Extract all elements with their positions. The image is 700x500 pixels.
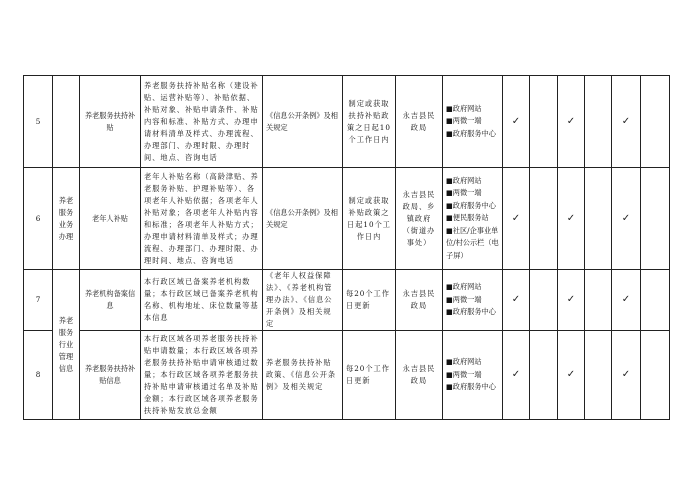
channel-item: ■政府服务中心 [446, 200, 496, 210]
item-cell: 养老机构备案信息 [80, 270, 141, 331]
table-row [24, 168, 670, 270]
check-mark: ✓ [612, 168, 641, 270]
content-cell: 本行政区域已备案养老机构数量；本行政区域已备案养老机构名称、机构地址、床位数量等基本信息 [141, 270, 263, 331]
timing-cell: 每20个工作日更新 [343, 331, 396, 420]
channels-cell [443, 331, 503, 420]
check-mark [641, 270, 670, 331]
check-mark: ✓ [503, 270, 530, 331]
check-mark: ✓ [558, 76, 585, 168]
disclosure-table [23, 75, 670, 420]
channel-item: ■政府网站 [446, 282, 482, 292]
basis-cell: 《信息公开条例》及相关规定 [263, 168, 343, 270]
check-mark [585, 168, 612, 270]
check-mark [530, 270, 558, 331]
channels-cell [443, 168, 503, 270]
check-mark: ✓ [558, 168, 585, 270]
channel-item: ■两微一端 [446, 188, 482, 198]
channels-cell [443, 76, 503, 168]
content-cell: 本行政区域各项养老服务扶持补贴申请数量；本行政区域各项养老服务扶持补贴申请审核通过数量；本行政区域各项养老服务扶持补贴申请审核通过名单及补贴金额；本行政区域各项养老服务扶持补贴发放总金额 [141, 331, 263, 420]
channel-item: ■政府服务中心 [446, 307, 496, 317]
channels-cell [443, 270, 503, 331]
row-number: 8 [24, 331, 53, 420]
check-mark [585, 76, 612, 168]
category-cell-empty [53, 76, 80, 168]
table-row [24, 270, 670, 331]
channel-item: ■社区/企事业单 [446, 225, 499, 235]
check-mark [530, 76, 558, 168]
basis-cell: 《老年人权益保障法》、《养老机构管理办法》、《信息公开条例》及相关规定 [263, 270, 343, 331]
channel-item: ■两微一端 [446, 116, 482, 126]
check-mark: ✓ [503, 331, 530, 420]
check-mark: ✓ [503, 76, 530, 168]
check-mark: ✓ [558, 331, 585, 420]
row-number: 7 [24, 270, 53, 331]
subject-cell: 永吉县民政局、乡镇政府（街道办事处） [396, 168, 443, 270]
channel-item: ■两微一端 [446, 294, 482, 304]
check-mark [530, 168, 558, 270]
check-mark [530, 331, 558, 420]
row-number: 6 [24, 168, 53, 270]
channel-item: ■政府网站 [446, 103, 482, 113]
check-mark: ✓ [503, 168, 530, 270]
item-cell: 养老服务扶持补贴信息 [80, 331, 141, 420]
channel-item: ■两微一端 [446, 369, 482, 379]
channel-item: ■便民服务站 [446, 213, 489, 223]
timing-cell: 每20个工作日更新 [343, 270, 396, 331]
table-row [24, 331, 670, 420]
channel-item: ■政府网站 [446, 175, 482, 185]
check-mark [585, 331, 612, 420]
channel-item: ■政府网站 [446, 357, 482, 367]
check-mark [641, 76, 670, 168]
check-mark: ✓ [558, 270, 585, 331]
channel-item: ■政府服务中心 [446, 128, 496, 138]
row-number: 5 [24, 76, 53, 168]
subject-cell: 永吉县民政局 [396, 76, 443, 168]
timing-cell: 制定或获取扶持补贴政策之日起10个工作日内 [343, 76, 396, 168]
subject-cell: 永吉县民政局 [396, 331, 443, 420]
table-row [24, 76, 670, 168]
content-cell: 老年人补贴名称（高龄津贴、养老服务补贴、护理补贴等）、各项老年人补贴依据；各项老年人补贴对象；各项老年人补贴内容和标准；各项老年人补贴方式；办理申请材料清单及样式；办理流程、办理部门、办理时限、办理时间、地点、咨询电话 [141, 168, 263, 270]
channel-item: ■政府服务中心 [446, 382, 496, 392]
channel-item: 子屏） [446, 250, 468, 260]
basis-cell: 《信息公开条例》及相关规定 [263, 76, 343, 168]
category-cell: 养老服务业务办理 [53, 168, 80, 270]
category-cell: 养老服务行业管理信息 [53, 270, 80, 420]
check-mark: ✓ [612, 76, 641, 168]
check-mark [641, 331, 670, 420]
content-cell: 养老服务扶持补贴名称（建设补贴、运营补贴等）、补贴依据、补贴对象、补贴申请条件、补贴内容和标准、补贴方式、办理申请材料清单及样式、办理流程、办理部门、办理时限、办理时间、地点、咨询电话 [141, 76, 263, 168]
item-cell: 老年人补贴 [80, 168, 141, 270]
check-mark: ✓ [612, 331, 641, 420]
subject-cell: 永吉县民政局 [396, 270, 443, 331]
check-mark [585, 270, 612, 331]
timing-cell: 制定或获取补贴政策之日起10个工作日内 [343, 168, 396, 270]
channel-item: 位/村公示栏（电 [446, 238, 499, 248]
item-cell: 养老服务扶持补贴 [80, 76, 141, 168]
check-mark: ✓ [612, 270, 641, 331]
basis-cell: 养老服务扶持补贴政策、《信息公开条例》及相关规定 [263, 331, 343, 420]
check-mark [641, 168, 670, 270]
